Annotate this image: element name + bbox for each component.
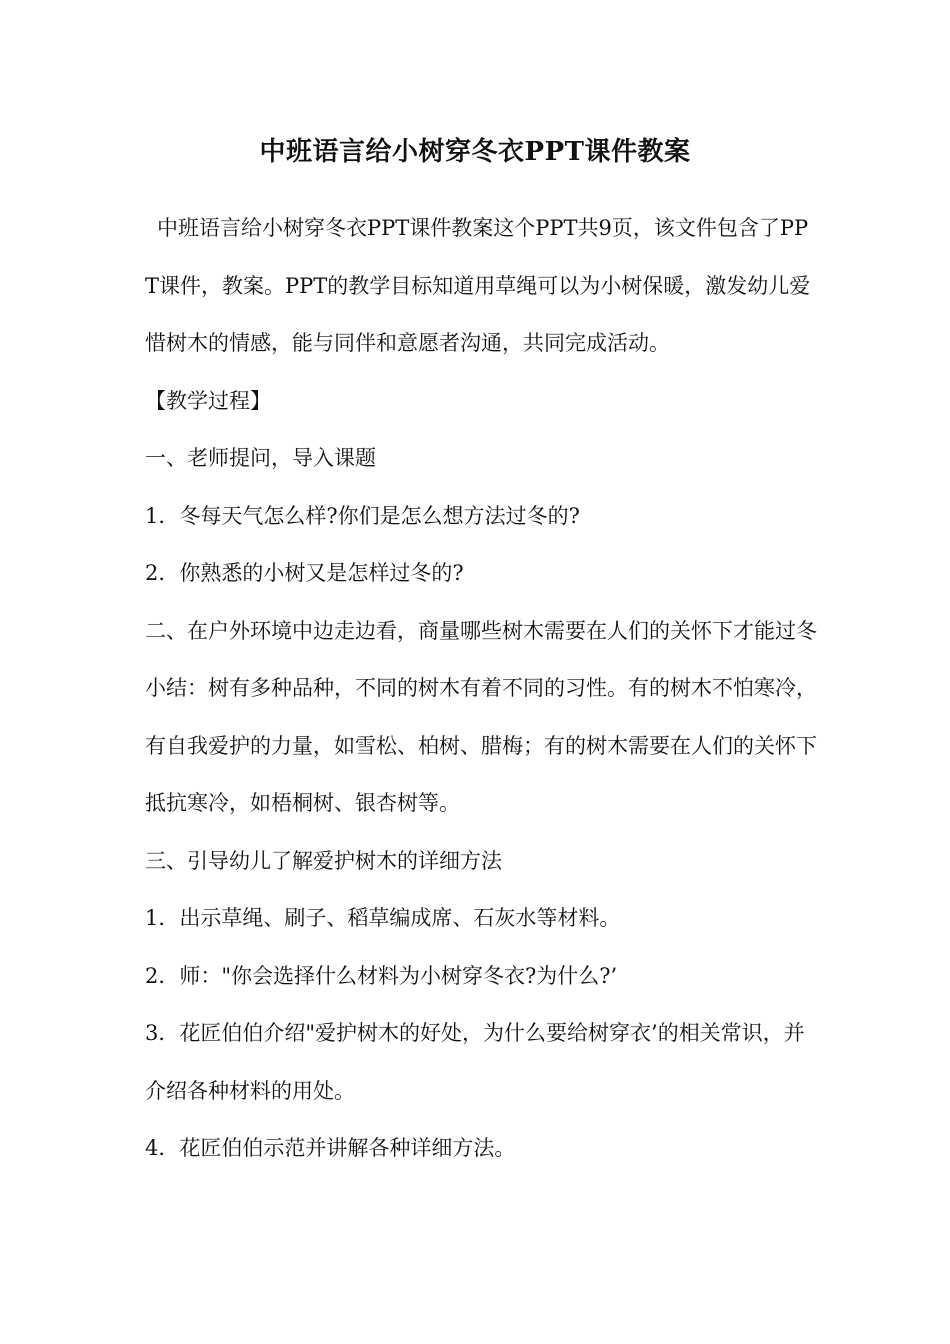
process-heading: 【教学过程】 xyxy=(145,388,271,413)
intro-paragraph: 中班语言给小树穿冬衣PPT课件教案这个PPT共9页，该文件包含了PPT课件，教案。PPT的教学目标知道用草绳可以为小树保暖，激发幼儿爱惜树木的情感，能与同伴和意愿者沟通，共同完成活动。 xyxy=(145,216,811,355)
section1-item-2: 2．你熟悉的小树又是怎样过冬的? xyxy=(145,561,464,585)
section3-item-3: 3．花匠伯伯介绍"爱护树木的好处，为什么要给树穿衣’的相关常识，并介绍各种材料的用处。 xyxy=(145,1021,805,1103)
document-body xyxy=(145,200,820,1178)
section2-summary: 小结：树有多种品种，不同的树木有着不同的习性。有的树木不怕寒冷，有自我爱护的力量，如雪松、柏树、腊梅；有的树木需要在人们的关怀下抵抗寒冷，如梧桐树、银杏树等。 xyxy=(145,676,817,815)
section2-heading: 二、在户外环境中边走边看，商量哪些树木需要在人们的关怀下才能过冬 xyxy=(145,618,817,643)
section1-item-1: 1．冬每天气怎么样?你们是怎么想方法过冬的? xyxy=(145,503,580,528)
section3-item-4: 4．花匠伯伯示范并讲解各种详细方法。 xyxy=(145,1136,516,1160)
section1-heading: 一、老师提问，导入课题 xyxy=(145,446,376,470)
document-title: 中班语言给小树穿冬衣PPT课件教案 xyxy=(259,137,691,167)
section3-item-2: 2．师："你会选择什么材料为小树穿冬衣?为什么?’ xyxy=(145,963,618,988)
section3-heading: 三、引导幼儿了解爱护树木的详细方法 xyxy=(145,848,502,873)
section3-item-1: 1．出示草绳、刷子、稻草编成席、石灰水等材料。 xyxy=(145,906,621,930)
